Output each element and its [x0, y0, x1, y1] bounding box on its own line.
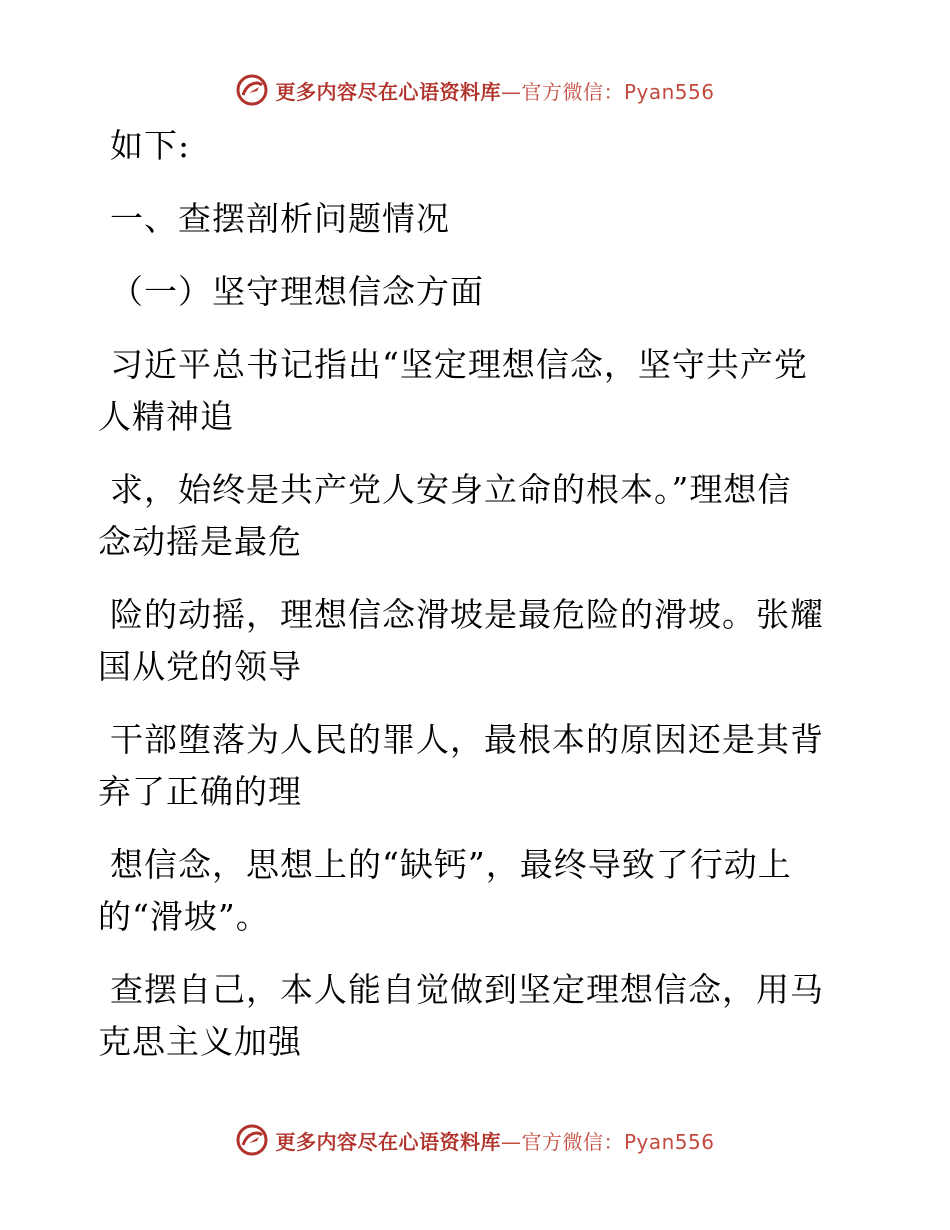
body-line: 国从党的领导	[98, 647, 302, 686]
footer-tail-text: 官方微信：Pyan556	[521, 1129, 715, 1154]
body-line: 查摆自己，本人能自觉做到坚定理想信念，用马	[110, 970, 824, 1009]
footer-text	[275, 1126, 714, 1155]
body-line: 如下:	[110, 126, 191, 165]
body-line: 想信念，思想上的“缺钙”，最终导致了行动上	[110, 845, 792, 884]
body-line: 求，始终是共产党人安身立命的根本。”理想信	[110, 470, 792, 509]
body-line: 克思主义加强	[98, 1022, 302, 1061]
header-text	[275, 76, 714, 105]
body-line: 险的动摇，理想信念滑坡是最危险的滑坡。张耀	[110, 595, 824, 634]
body-line: 人精神追	[98, 397, 234, 436]
footer-separator: —	[500, 1129, 522, 1154]
pen-swirl-icon	[235, 73, 269, 107]
document-body	[98, 120, 838, 1068]
pen-swirl-icon	[235, 1123, 269, 1157]
header-separator: —	[500, 79, 522, 104]
header-banner	[0, 70, 950, 110]
body-line: 弃了正确的理	[98, 772, 302, 811]
subsection-heading: （一）坚守理想信念方面	[110, 272, 484, 311]
section-heading: 一、查摆剖析问题情况	[110, 199, 450, 238]
body-line: 干部堕落为人民的罪人，最根本的原因还是其背	[110, 720, 824, 759]
body-line: 的“滑坡”。	[98, 897, 270, 936]
footer-banner	[0, 1120, 950, 1160]
body-line: 念动摇是最危	[98, 522, 302, 561]
body-line: 习近平总书记指出“坚定理想信念，坚守共产党	[110, 345, 808, 384]
header-tail-text: 官方微信：Pyan556	[521, 79, 715, 104]
footer-brand-text: 更多内容尽在心语资料库	[275, 1129, 501, 1154]
header-brand-text: 更多内容尽在心语资料库	[275, 79, 501, 104]
